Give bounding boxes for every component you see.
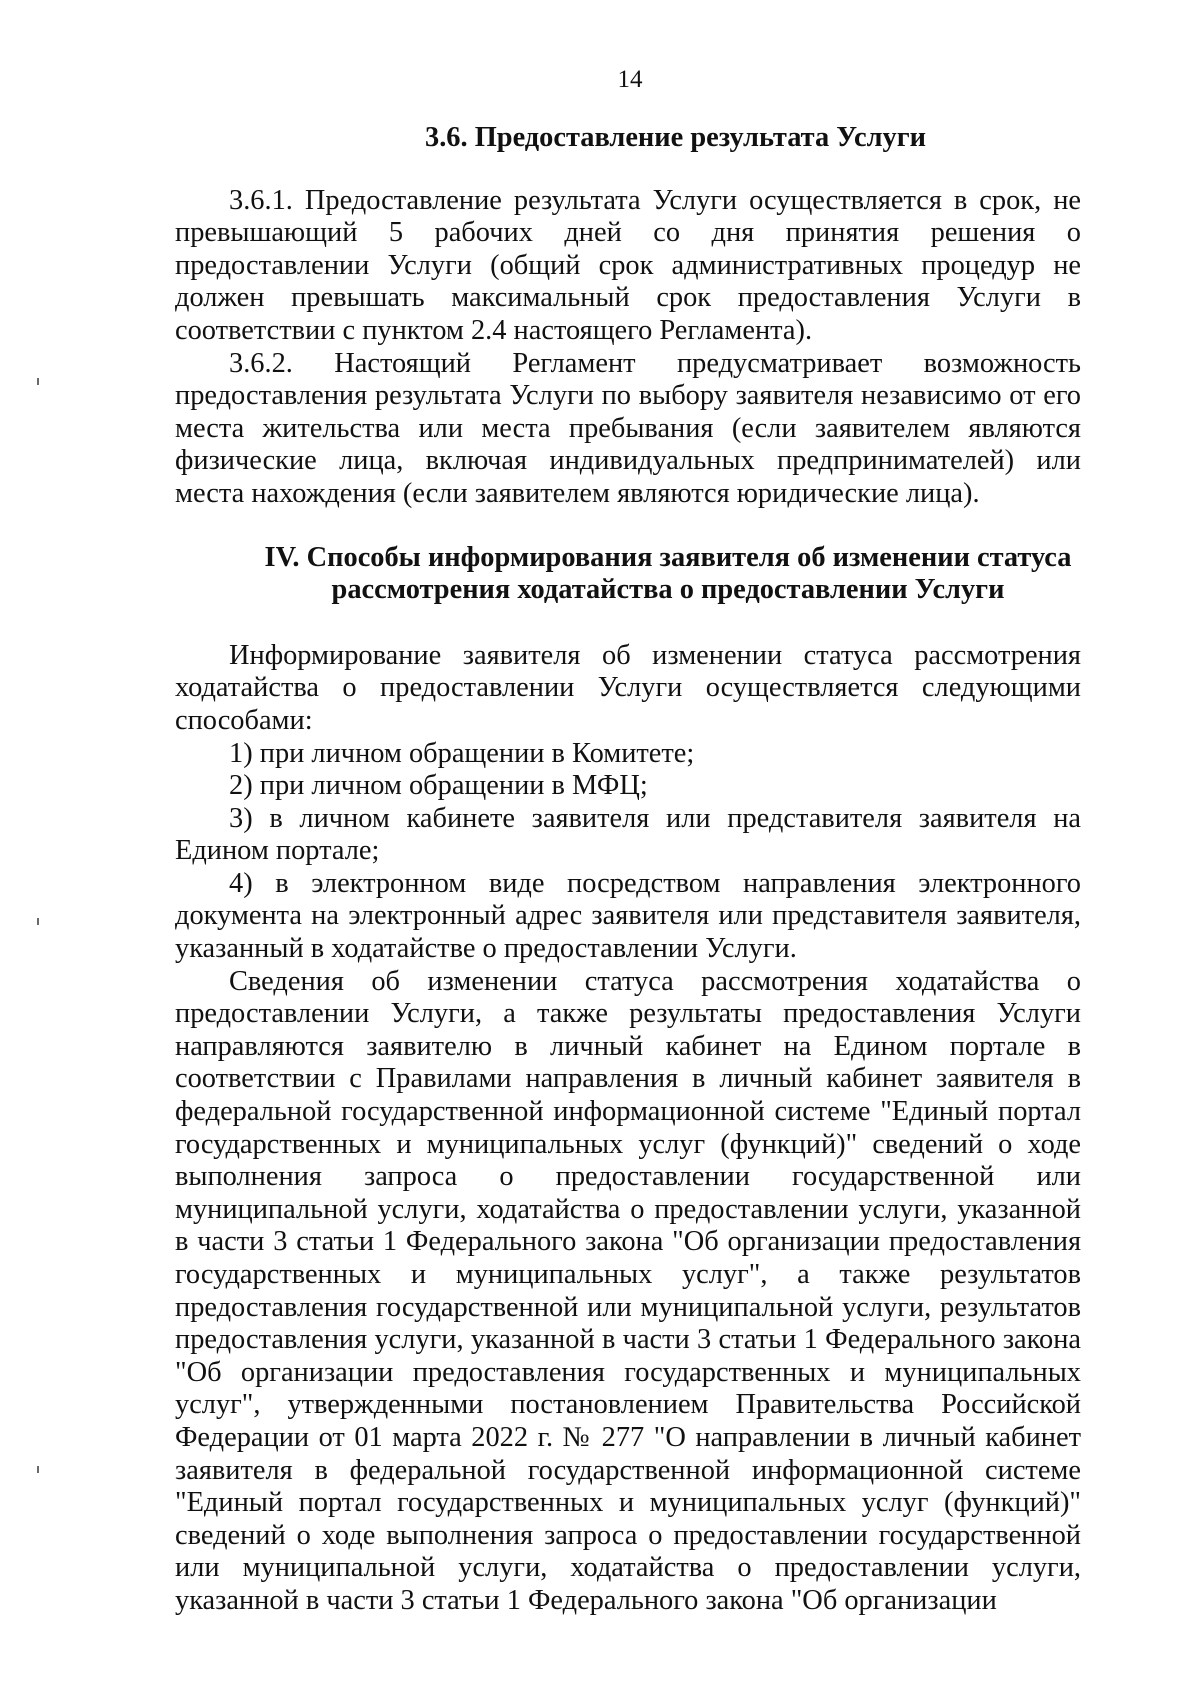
list-item: 2) при личном обращении в МФЦ; xyxy=(229,770,648,802)
list-item: 4) в электронном виде посредством направления электронного документа на электронный адрес заявителя или представителя заявителя, указанный в ходатайстве о предоставлении Услуги. xyxy=(175,867,1081,965)
list-item: 3) в личном кабинете заявителя или представителя заявителя на Едином портале; xyxy=(175,802,1081,867)
list-item: 1) при личном обращении в Комитете; xyxy=(229,737,695,769)
section-4-intro: Информирование заявителя об изменении статуса рассмотрения ходатайства о предоставлении Услуги осуществляется следующими способами: xyxy=(175,639,1081,736)
section-3-6-heading: 3.6. Предоставление результата Услуги xyxy=(425,122,926,153)
scan-artifact-mark xyxy=(37,378,39,385)
section-4-heading-line-2: рассмотрения ходатайства о предоставлении Услуги xyxy=(331,574,1005,606)
section-4-final-paragraph: Сведения об изменении статуса рассмотрения ходатайства о предоставлении Услуги, а также результаты предоставления Услуги направляются заявителю в личный кабинет на Едином портале в соответствии с Правилами направления в личный кабинет заявителя в федеральной государственной информационной системе "Единый портал государственных и муниципальных услуг (функций)" сведений о ходе выполнения запроса о предоставлении государственной или муниципальной услуги, ходатайства о предоставлении услуги, указанной в части 3 статьи 1 Федерального закона "Об организации предоставления государственных и муниципальных услуг", а также результатов предоставления государственной или муниципальной услуги, результатов предоставления услуги, указанной в части 3 статьи 1 Федерального закона "Об организации предоставления государственных и муниципальных услуг", утвержденными постановлением Правительства Российской Федерации от 01 марта 2022 г. № 277 "О направлении в личный кабинет заявителя в федеральной государственной информационной системе "Единый портал государственных и муниципальных услуг (функций)" сведений о ходе выполнения запроса о предоставлении государственной или муниципальной услуги, ходатайства о предоставлении услуги, указанной в части 3 статьи 1 Федерального закона "Об организации xyxy=(175,965,1081,1616)
section-4-heading xyxy=(175,542,1081,607)
scan-artifact-mark xyxy=(37,1466,39,1473)
page-number: 14 xyxy=(617,66,643,93)
paragraph-3-6-2: 3.6.2. Настоящий Регламент предусматривает возможность предоставления результата Услуги по выбору заявителя независимо от его места жительства или места пребывания (если заявителем являются физические лица, включая индивидуальных предпринимателей) или места нахождения (если заявителем являются юридические лица). xyxy=(175,347,1081,509)
scan-artifact-mark xyxy=(37,918,39,925)
section-4-heading-line-1: IV. Способы информирования заявителя об изменении статуса xyxy=(264,541,1072,573)
document-body xyxy=(175,122,1081,1618)
paragraph-3-6-1: 3.6.1. Предоставление результата Услуги осуществляется в срок, не превышающий 5 рабочих дней со дня принятия решения о предоставлении Услуги (общий срок административных процедур не должен превышать максимальный срок предоставления Услуги в соответствии с пунктом 2.4 настоящего Регламента). xyxy=(175,184,1081,346)
